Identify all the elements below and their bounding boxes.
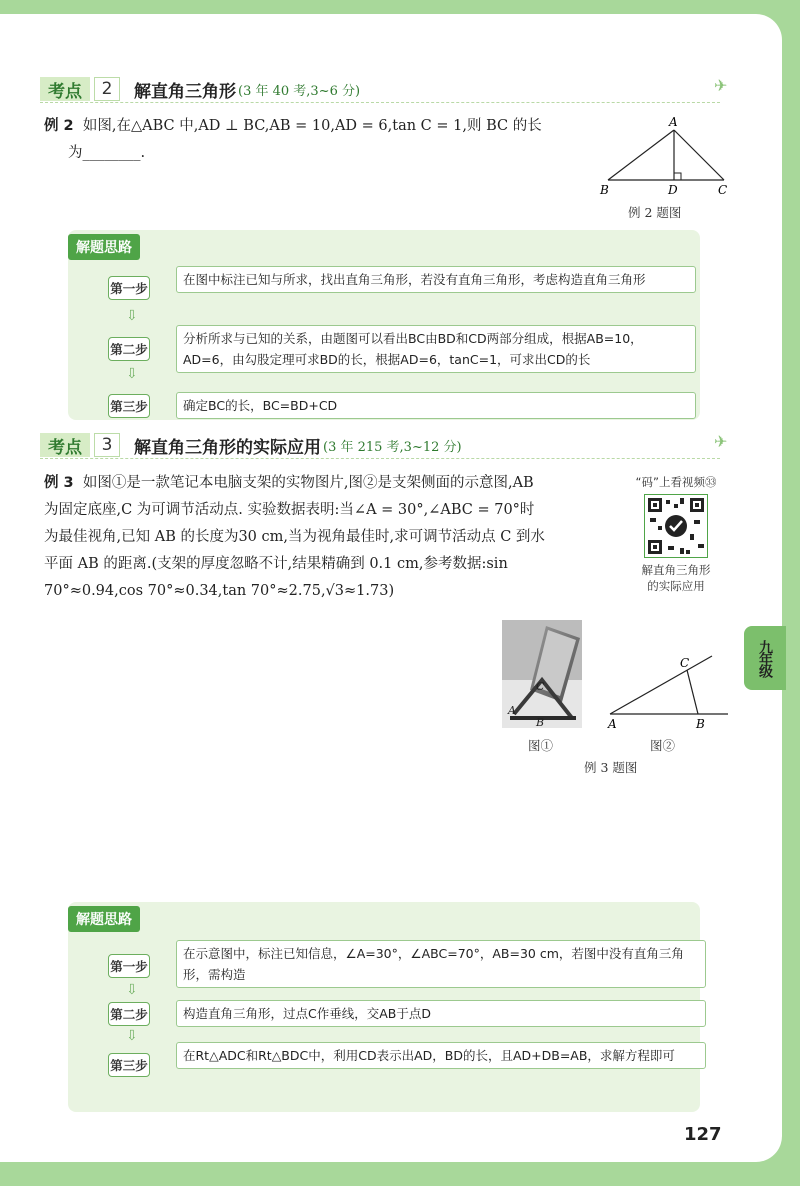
right-angle-mark bbox=[674, 173, 681, 180]
example-2-figure bbox=[596, 114, 736, 200]
kaodian-number: 3 bbox=[94, 433, 120, 457]
solution-idea-box-1 bbox=[68, 230, 700, 420]
label-d: D bbox=[668, 183, 678, 197]
down-arrow-icon: ⇩ bbox=[126, 308, 138, 324]
example-text-line2: 为________. bbox=[68, 145, 146, 161]
arm-bc bbox=[687, 670, 698, 714]
example-3-caption: 例 3 题图 bbox=[584, 760, 638, 775]
example-label: 例 2 bbox=[44, 118, 74, 134]
figure-2-caption: 图② bbox=[650, 738, 676, 753]
label-c: C bbox=[718, 183, 728, 197]
example-2-caption: 例 2 题图 bbox=[628, 205, 682, 220]
example-text-line-3: 为最佳视角,已知 AB 的长度为30 cm,当为视角最佳时,求可调节活动点 C 到水 bbox=[44, 529, 545, 545]
step-3-label: 第三步 bbox=[108, 394, 150, 418]
laptop-stand-photo bbox=[502, 620, 582, 728]
step-3-text: 确定BC的长，BC=BD+CD bbox=[176, 392, 696, 419]
support-line bbox=[610, 656, 712, 714]
down-arrow-icon: ⇩ bbox=[126, 982, 138, 998]
page-number: 127 bbox=[684, 1124, 722, 1145]
qr-caption-line-2: 的实际应用 bbox=[647, 579, 705, 593]
example-text: 如图,在△ABC 中,AD ⊥ BC,AB = 10,AD = 6,tan C = 1,则 BC 的长 bbox=[82, 118, 542, 134]
photo-label-c: C bbox=[536, 680, 545, 693]
example-text-line-4: 平面 AB 的距离.(支架的厚度忽略不计,结果精确到 0.1 cm,参考数据:sin bbox=[44, 556, 508, 572]
stand-diagram bbox=[600, 648, 730, 732]
photo-label-b: B bbox=[536, 716, 545, 728]
section-divider bbox=[40, 102, 720, 103]
example-text-line-1: 如图①是一款笔记本电脑支架的实物图片,图②是支架侧面的示意图,AB bbox=[82, 475, 534, 491]
down-arrow-icon: ⇩ bbox=[126, 366, 138, 382]
qr-code[interactable] bbox=[644, 494, 708, 558]
example-text-line-5: 70°≈0.94,cos 70°≈0.34,tan 70°≈2.75,√3≈1.73) bbox=[44, 583, 395, 599]
qr-caption-line-1: 解直角三角形 bbox=[641, 563, 711, 577]
qr-caption bbox=[628, 562, 724, 594]
fig2-label-c: C bbox=[680, 656, 690, 670]
solution-idea-tag: 解题思路 bbox=[68, 234, 140, 260]
side-ab bbox=[608, 130, 674, 180]
step-2-text: 分析所求与已知的关系，由题图可以看出BC由BD和CD两部分组成，根据AB=10，AD=6，由勾股定理可求BD的长，根据AD=6，tanC=1，可求出CD的长 bbox=[176, 325, 696, 373]
step-2-text: 构造直角三角形，过点C作垂线，交AB于点D bbox=[176, 1000, 706, 1027]
solution-idea-box-2 bbox=[68, 902, 700, 1112]
kaodian-subtitle: (3 年 215 考,3~12 分) bbox=[323, 439, 462, 455]
kaodian-title: 解直角三角形 bbox=[134, 81, 236, 102]
fig2-label-b: B bbox=[696, 717, 705, 731]
kaodian-title: 解直角三角形的实际应用 bbox=[134, 437, 321, 458]
step-1-label: 第一步 bbox=[108, 276, 150, 300]
kaodian-subtitle: (3 年 40 考,3~6 分) bbox=[238, 83, 361, 99]
kaodian-3-header bbox=[40, 432, 462, 458]
step-2-label: 第二步 bbox=[108, 337, 150, 361]
example-3 bbox=[44, 470, 624, 605]
example-label: 例 3 bbox=[44, 475, 74, 491]
example-text-line-2: 为固定底座,C 为可调节活动点. 实验数据表明:当∠A = 30°,∠ABC = 70°时 bbox=[44, 502, 535, 518]
solution-idea-tag: 解题思路 bbox=[68, 906, 140, 932]
fig2-label-a: A bbox=[608, 717, 617, 731]
kaodian-tag: 考点 bbox=[40, 433, 90, 457]
step-2-label: 第二步 bbox=[108, 1002, 150, 1026]
step-1-label: 第一步 bbox=[108, 954, 150, 978]
grade-side-tab[interactable]: 九年级 bbox=[744, 626, 786, 690]
kaodian-number: 2 bbox=[94, 77, 120, 101]
paper-plane-icon: ✈ bbox=[714, 76, 728, 95]
kaodian-2-header bbox=[40, 76, 360, 102]
paper-plane-icon: ✈ bbox=[714, 432, 728, 451]
kaodian-tag: 考点 bbox=[40, 77, 90, 101]
section-divider bbox=[40, 458, 720, 459]
qr-top-label: “码”上看视频㉝ bbox=[635, 475, 717, 489]
figure-1-caption: 图① bbox=[528, 738, 554, 753]
step-3-label: 第三步 bbox=[108, 1053, 150, 1077]
label-a: A bbox=[669, 115, 678, 129]
step-1-text: 在图中标注已知与所求，找出直角三角形，若没有直角三角形，考虑构造直角三角形 bbox=[176, 266, 696, 293]
down-arrow-icon: ⇩ bbox=[126, 1028, 138, 1044]
step-3-text: 在Rt△ADC和Rt△BDC中，利用CD表示出AD，BD的长，且AD+DB=AB，求解方程即可 bbox=[176, 1042, 706, 1069]
example-2 bbox=[44, 113, 604, 167]
photo-label-a: A bbox=[508, 704, 516, 717]
step-1-text: 在示意图中，标注已知信息，∠A=30°，∠ABC=70°，AB=30 cm，若图中没有直角三角形，需构造 bbox=[176, 940, 706, 988]
label-b: B bbox=[600, 183, 609, 197]
